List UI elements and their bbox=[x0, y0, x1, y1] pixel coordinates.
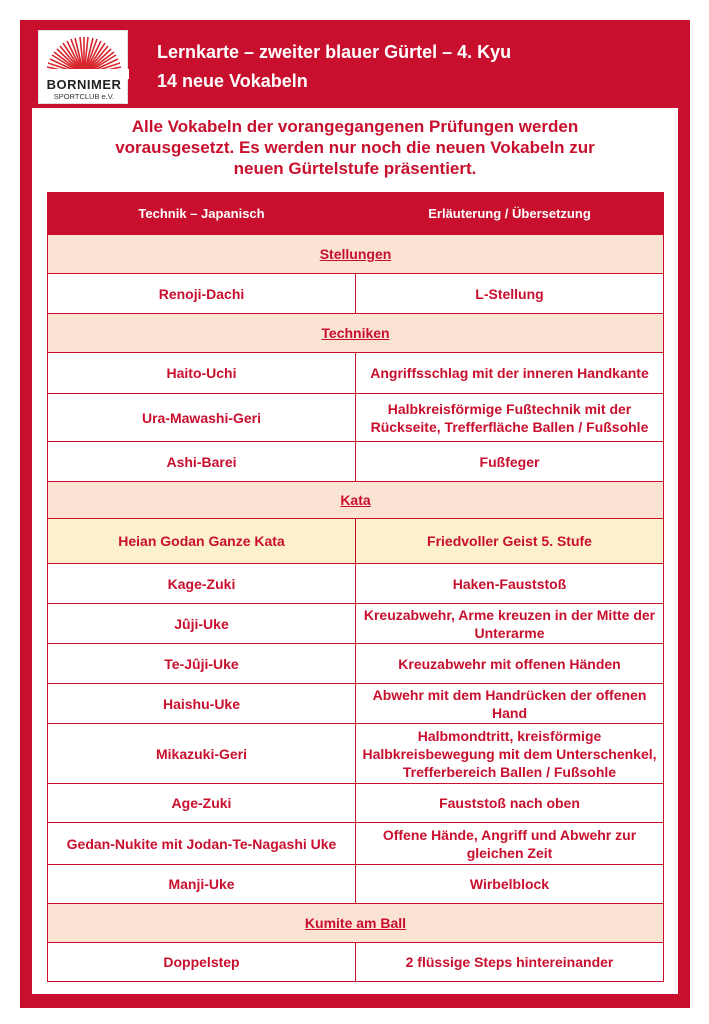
table-row bbox=[48, 442, 664, 482]
term-cell: Doppelstep bbox=[48, 943, 356, 982]
translation-cell: Wirbelblock bbox=[356, 865, 664, 904]
section-title: Techniken bbox=[321, 325, 390, 341]
translation-cell: Haken-Fauststoß bbox=[356, 564, 664, 604]
intro-text bbox=[32, 116, 678, 179]
logo-name: BORNIMER bbox=[46, 77, 122, 92]
translation-cell: Angriffsschlag mit der inneren Handkante bbox=[356, 353, 664, 394]
table-row bbox=[48, 604, 664, 644]
table-row bbox=[48, 784, 664, 823]
table-row bbox=[48, 865, 664, 904]
term-cell: Ashi-Barei bbox=[48, 442, 356, 482]
term-cell: Age-Zuki bbox=[48, 784, 356, 823]
intro-line: Alle Vokabeln der vorangegangenen Prüfungen werden bbox=[131, 117, 579, 136]
section-row-techniken bbox=[48, 314, 664, 353]
term-cell: Renoji-Dachi bbox=[48, 274, 356, 314]
section-row-kata bbox=[48, 482, 664, 519]
translation-cell: Halbkreisförmige Fußtechnik mit der Rückseite, Trefferfläche Ballen / Fußsohle bbox=[356, 394, 664, 442]
section-title: Stellungen bbox=[319, 246, 392, 262]
sunburst-icon bbox=[39, 31, 129, 79]
table-row bbox=[48, 519, 664, 564]
term-cell: Kage-Zuki bbox=[48, 564, 356, 604]
term-cell: Manji-Uke bbox=[48, 865, 356, 904]
table-row bbox=[48, 394, 664, 442]
translation-cell: Fauststoß nach oben bbox=[356, 784, 664, 823]
section-row-kumite bbox=[48, 904, 664, 943]
column-header-term: Technik – Japanisch bbox=[48, 193, 356, 235]
intro-line: vorausgesetzt. Es werden nur noch die neuen Vokabeln zur bbox=[115, 138, 595, 157]
table-row bbox=[48, 353, 664, 394]
term-cell: Mikazuki-Geri bbox=[48, 724, 356, 784]
table-row bbox=[48, 644, 664, 684]
translation-cell: Offene Hände, Angriff und Abwehr zur gleichen Zeit bbox=[356, 823, 664, 865]
vocab-table bbox=[47, 192, 664, 982]
term-cell: Te-Jûji-Uke bbox=[48, 644, 356, 684]
table-row bbox=[48, 564, 664, 604]
table-row bbox=[48, 684, 664, 724]
translation-cell: Abwehr mit dem Handrücken der offenen Hand bbox=[356, 684, 664, 724]
translation-cell: L-Stellung bbox=[356, 274, 664, 314]
card-subtitle: 14 neue Vokabeln bbox=[157, 71, 308, 91]
table-row bbox=[48, 823, 664, 865]
term-cell: Ura-Mawashi-Geri bbox=[48, 394, 356, 442]
term-cell: Haito-Uchi bbox=[48, 353, 356, 394]
section-row-stellungen bbox=[48, 235, 664, 274]
translation-cell: Halbmondtritt, kreisförmige Halbkreisbewegung mit dem Unterschenkel, Trefferbereich Ballen / Fußsohle bbox=[356, 724, 664, 784]
logo-subtitle: SPORTCLUB e.V. bbox=[53, 92, 115, 101]
card-header bbox=[20, 20, 690, 106]
intro-line: neuen Gürtelstufe präsentiert. bbox=[233, 159, 477, 178]
term-cell: Haishu-Uke bbox=[48, 684, 356, 724]
term-cell: Gedan-Nukite mit Jodan-Te-Nagashi Uke bbox=[48, 823, 356, 865]
translation-cell: 2 flüssige Steps hintereinander bbox=[356, 943, 664, 982]
section-title: Kumite am Ball bbox=[304, 915, 407, 931]
card-title: Lernkarte – zweiter blauer Gürtel – 4. Kyu bbox=[157, 42, 512, 62]
club-logo bbox=[38, 30, 128, 104]
table-row bbox=[48, 724, 664, 784]
content-panel bbox=[32, 108, 678, 994]
table-row bbox=[48, 274, 664, 314]
table-header-row bbox=[48, 193, 664, 235]
vocab-card bbox=[20, 20, 690, 1008]
term-cell: Jûji-Uke bbox=[48, 604, 356, 644]
section-title: Kata bbox=[340, 492, 371, 508]
translation-cell: Friedvoller Geist 5. Stufe bbox=[356, 519, 664, 564]
term-cell: Heian Godan Ganze Kata bbox=[48, 519, 356, 564]
table-row bbox=[48, 943, 664, 982]
translation-cell: Fußfeger bbox=[356, 442, 664, 482]
translation-cell: Kreuzabwehr mit offenen Händen bbox=[356, 644, 664, 684]
column-header-translation: Erläuterung / Übersetzung bbox=[356, 193, 664, 235]
translation-cell: Kreuzabwehr, Arme kreuzen in der Mitte der Unterarme bbox=[356, 604, 664, 644]
